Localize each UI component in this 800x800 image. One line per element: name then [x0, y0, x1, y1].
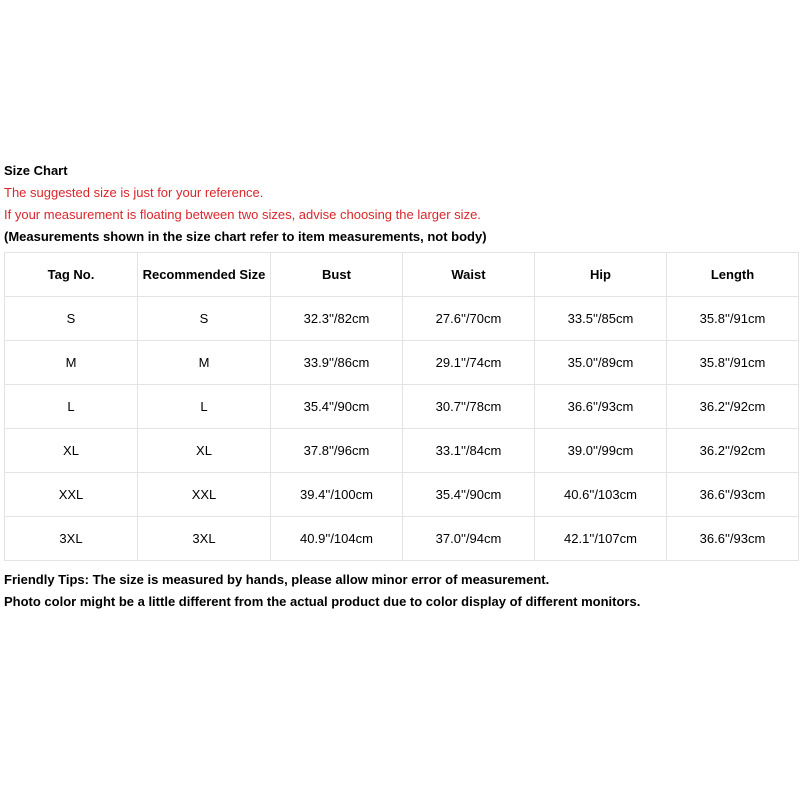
cell-waist: 35.4''/90cm — [403, 473, 535, 517]
table-row — [5, 341, 799, 385]
cell-recommended-size: XXL — [138, 473, 271, 517]
color-tip: Photo color might be a little different from the actual product due to color display of different monitors. — [4, 594, 641, 609]
cell-bust: 35.4''/90cm — [271, 385, 403, 429]
table-row — [5, 297, 799, 341]
cell-length: 36.2''/92cm — [667, 385, 799, 429]
cell-hip: 40.6''/103cm — [535, 473, 667, 517]
measurement-tip: Friendly Tips: The size is measured by hands, please allow minor error of measurement. — [4, 572, 550, 587]
cell-length: 35.8''/91cm — [667, 341, 799, 385]
header-tag-no: Tag No. — [5, 253, 138, 297]
table-row — [5, 429, 799, 473]
size-table — [4, 252, 799, 561]
table-row — [5, 517, 799, 561]
cell-bust: 37.8''/96cm — [271, 429, 403, 473]
cell-tag-no: S — [5, 297, 138, 341]
header-bust: Bust — [271, 253, 403, 297]
cell-recommended-size: S — [138, 297, 271, 341]
cell-recommended-size: L — [138, 385, 271, 429]
cell-tag-no: XL — [5, 429, 138, 473]
cell-tag-no: L — [5, 385, 138, 429]
cell-recommended-size: M — [138, 341, 271, 385]
cell-hip: 35.0''/89cm — [535, 341, 667, 385]
cell-bust: 40.9''/104cm — [271, 517, 403, 561]
cell-hip: 39.0''/99cm — [535, 429, 667, 473]
cell-bust: 32.3''/82cm — [271, 297, 403, 341]
friendly-tips — [4, 569, 800, 613]
cell-bust: 39.4''/100cm — [271, 473, 403, 517]
cell-hip: 33.5''/85cm — [535, 297, 667, 341]
cell-hip: 42.1''/107cm — [535, 517, 667, 561]
cell-length: 36.6''/93cm — [667, 517, 799, 561]
cell-waist: 27.6''/70cm — [403, 297, 535, 341]
cell-recommended-size: XL — [138, 429, 271, 473]
cell-length: 35.8''/91cm — [667, 297, 799, 341]
cell-length: 36.6''/93cm — [667, 473, 799, 517]
table-row — [5, 385, 799, 429]
table-row — [5, 473, 799, 517]
reference-note: The suggested size is just for your reference. — [4, 185, 264, 200]
cell-waist: 37.0''/94cm — [403, 517, 535, 561]
measurement-note: (Measurements shown in the size chart refer to item measurements, not body) — [4, 229, 487, 244]
header-length: Length — [667, 253, 799, 297]
cell-waist: 29.1''/74cm — [403, 341, 535, 385]
header-hip: Hip — [535, 253, 667, 297]
cell-tag-no: 3XL — [5, 517, 138, 561]
header-waist: Waist — [403, 253, 535, 297]
header-recommended-size: Recommended Size — [138, 253, 271, 297]
cell-length: 36.2''/92cm — [667, 429, 799, 473]
cell-tag-no: M — [5, 341, 138, 385]
cell-recommended-size: 3XL — [138, 517, 271, 561]
cell-tag-no: XXL — [5, 473, 138, 517]
page-title: Size Chart — [4, 163, 68, 178]
cell-hip: 36.6''/93cm — [535, 385, 667, 429]
cell-waist: 30.7''/78cm — [403, 385, 535, 429]
table-header-row — [5, 253, 799, 297]
floating-size-note: If your measurement is floating between two sizes, advise choosing the larger size. — [4, 207, 481, 222]
size-chart-section — [4, 160, 800, 613]
cell-bust: 33.9''/86cm — [271, 341, 403, 385]
cell-waist: 33.1''/84cm — [403, 429, 535, 473]
